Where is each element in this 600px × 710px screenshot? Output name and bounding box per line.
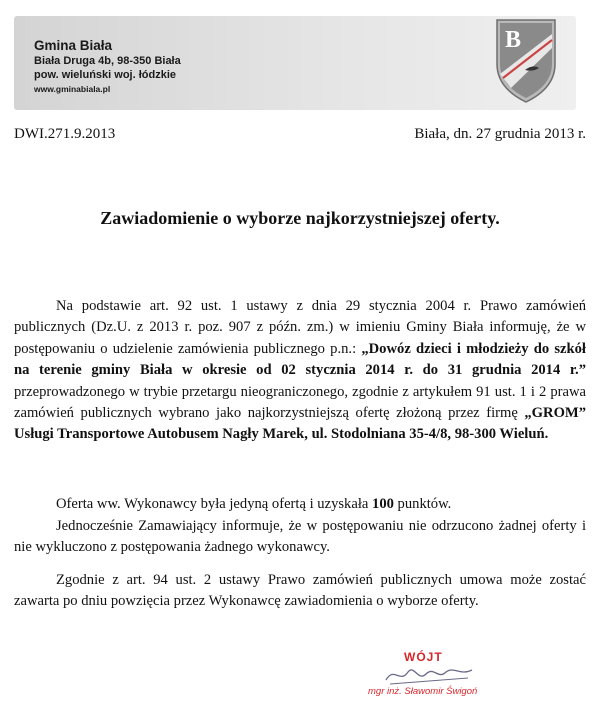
contract-name: „Dowóz dzieci i młodzieży do szkół na terenie gminy Biała w okresie od 02 stycznia 2014 r. do 31 grudnia 2014 r.” bbox=[14, 340, 586, 379]
coat-of-arms-icon bbox=[495, 18, 557, 104]
paragraph-contract-conclusion: Zgodnie z art. 94 ust. 2 ustawy Prawo zamówień publicznych umowa może zostać zawarta po dniu powzięcia przez Wykonawcę zawiadomienia o wyborze oferty. bbox=[14, 572, 586, 610]
points-text-after: punktów. bbox=[393, 496, 452, 512]
signature-stamp bbox=[352, 640, 512, 706]
winning-contractor: „GROM” Usługi Transportowe Autobusem Nagły Marek, ul. Stodolniana 35-4/8, 98-300 Wieluń. bbox=[14, 405, 586, 443]
handwritten-signature-icon bbox=[384, 662, 474, 688]
letterhead bbox=[14, 16, 576, 110]
paragraph-decision bbox=[14, 296, 586, 446]
paragraph-no-rejections: Jednocześnie Zamawiający informuje, że w postępowaniu nie odrzucono żadnej oferty i nie wykluczono z postępowania żadnego wykonawcy. bbox=[14, 518, 586, 556]
paragraph-intro: Na podstawie art. 92 ust. 1 ustawy z dnia 29 stycznia 2004 r. Prawo zamówień publicznych (Dz.U. z 2013 r. poz. 907 z późn. zm.) w imieniu Gminy Biała informuję, że w postępowaniu o udzielenie zamówienia publicznego p.n.: bbox=[14, 298, 586, 357]
points-text-before: Oferta ww. Wykonawcy była jedyną ofertą i uzyskała bbox=[56, 496, 373, 512]
paragraph-points bbox=[14, 494, 586, 515]
document-reference: DWI.271.9.2013 bbox=[14, 126, 116, 142]
org-address: Biała Druga 4b, 98-350 Biała bbox=[34, 55, 181, 67]
points-value: 100 bbox=[372, 496, 394, 512]
paragraph-middle: przeprowadzonego w trybie przetargu nieograniczonego, zgodnie z artykułem 91 ust. 1 i 2 prawa zamówień publicznych wybrano jako najkorzystniejszą ofertę złożoną przez firmę bbox=[14, 383, 586, 422]
org-name: Gmina Biała bbox=[34, 38, 113, 53]
crest-letter: B bbox=[505, 27, 522, 53]
signatory-name: mgr inż. Sławomir Świgoń bbox=[368, 686, 478, 697]
document-title: Zawiadomienie o wyborze najkorzystniejszej oferty. bbox=[100, 208, 500, 228]
place-and-date: Biała, dn. 27 grudnia 2013 r. bbox=[414, 126, 586, 142]
org-region: pow. wieluński woj. łódzkie bbox=[34, 69, 177, 81]
signature-title: WÓJT bbox=[404, 650, 443, 664]
org-website: www.gminabiala.pl bbox=[34, 84, 111, 94]
